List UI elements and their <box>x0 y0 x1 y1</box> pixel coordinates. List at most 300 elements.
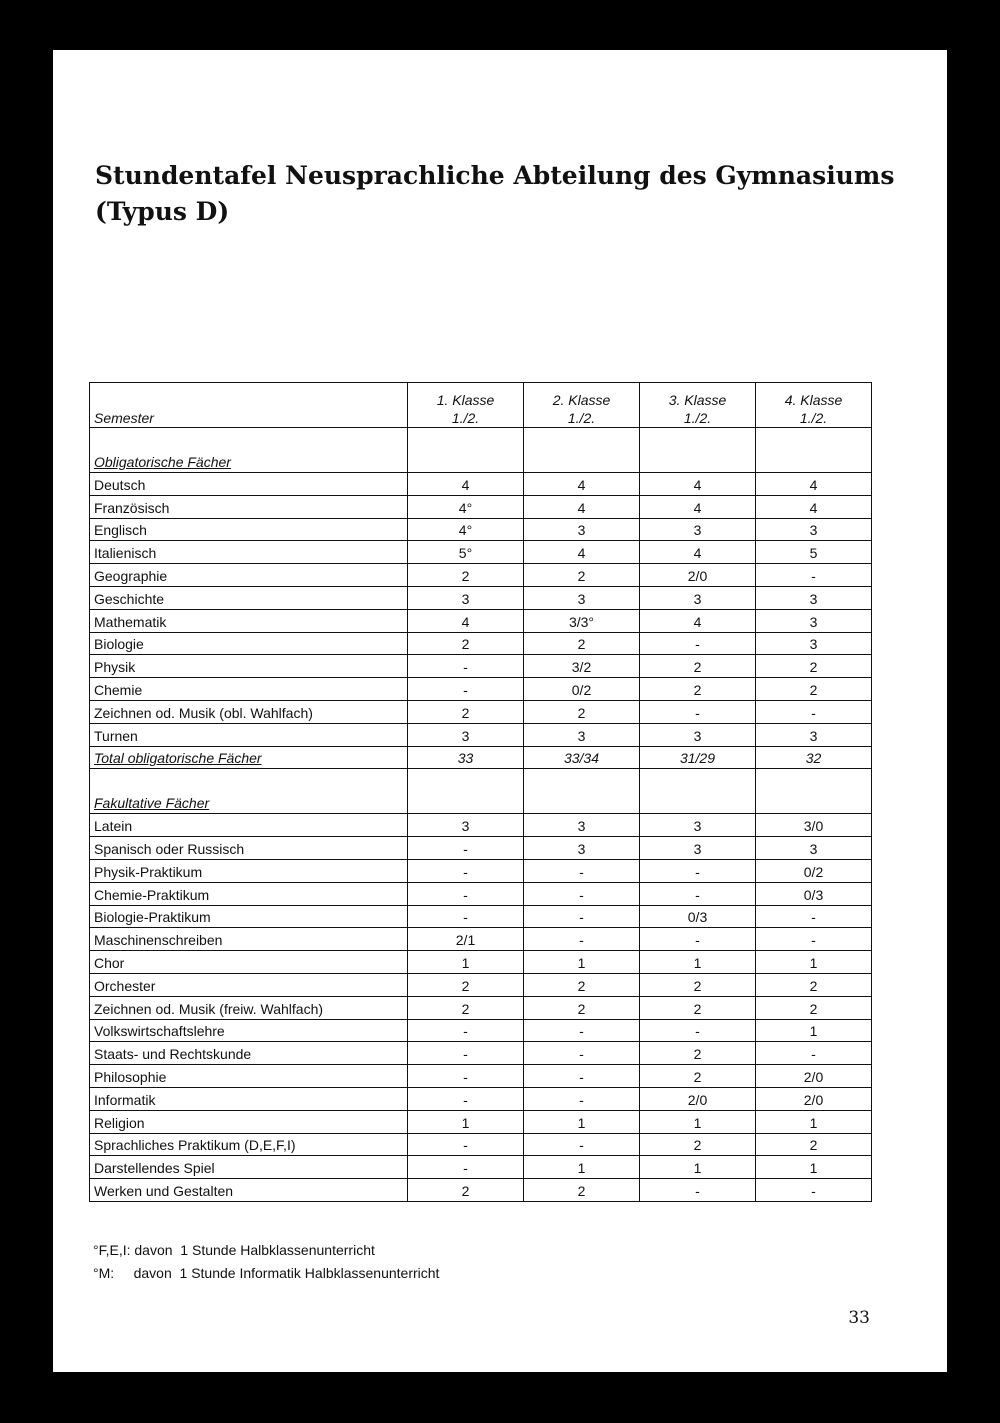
hours-cell <box>756 541 872 564</box>
hours-cell <box>408 586 524 609</box>
hours-cell-text: 0/3 <box>803 886 824 903</box>
hours-cell-text: 3 <box>461 590 470 607</box>
hours-cell-text: 3 <box>693 818 702 835</box>
hours-cell-text: 1 <box>693 1114 702 1131</box>
hours-cell-text: 2 <box>461 1000 470 1017</box>
hours-cell <box>524 655 640 678</box>
hours-cell <box>756 859 872 882</box>
hours-cell <box>756 951 872 974</box>
subject-cell <box>90 678 408 701</box>
hours-cell <box>640 928 756 951</box>
total-label-cell-text: Total obligatorische Fächer <box>94 750 262 767</box>
timetable <box>89 382 872 1202</box>
hours-cell <box>756 1042 872 1065</box>
hours-cell <box>640 1065 756 1088</box>
hours-cell-text: 2 <box>461 1182 470 1199</box>
hours-cell-text: 2 <box>577 1182 586 1199</box>
subject-cell <box>90 564 408 587</box>
total-value-cell <box>408 746 524 769</box>
hours-cell-text: - <box>695 636 700 653</box>
hours-cell <box>640 1087 756 1110</box>
hours-cell <box>408 609 524 632</box>
hours-cell <box>408 1133 524 1156</box>
hours-cell <box>408 495 524 518</box>
subject-cell <box>90 473 408 496</box>
hours-cell-text: 3/2 <box>571 659 592 676</box>
hours-cell-text: 2 <box>577 704 586 721</box>
hours-cell-text: 2 <box>693 1137 702 1154</box>
hours-cell-text: 2 <box>693 1000 702 1017</box>
subject-cell-text: Maschinenschreiben <box>94 932 223 949</box>
hours-cell-text: 3 <box>577 818 586 835</box>
hours-cell-text: 2 <box>693 1068 702 1085</box>
hours-cell-text: 4 <box>693 545 702 562</box>
table-row <box>90 1042 872 1065</box>
subject-cell <box>90 814 408 837</box>
semester-label: Semester <box>94 410 154 426</box>
table-row <box>90 655 872 678</box>
hours-cell-text: 2 <box>809 977 818 994</box>
hours-cell <box>524 859 640 882</box>
hours-cell <box>756 1179 872 1202</box>
table-body <box>90 428 872 1202</box>
column-sub-label: 1./2. <box>799 410 828 426</box>
hours-cell-text: - <box>579 1137 584 1154</box>
table-row <box>90 996 872 1019</box>
hours-cell <box>408 473 524 496</box>
total-value-cell <box>756 746 872 769</box>
total-value-cell-text: 33/34 <box>563 750 600 767</box>
hours-cell <box>640 837 756 860</box>
table-row <box>90 1110 872 1133</box>
hours-cell-text: 2 <box>577 567 586 584</box>
column-sub-label: 1./2. <box>683 410 712 426</box>
subject-cell-text: Werken und Gestalten <box>94 1182 234 1199</box>
total-row <box>90 746 872 769</box>
hours-cell-text: - <box>463 1046 468 1063</box>
hours-cell-text: 4 <box>693 613 702 630</box>
hours-cell-text: 4 <box>577 476 586 493</box>
hours-cell <box>640 473 756 496</box>
hours-cell-text: - <box>695 1182 700 1199</box>
hours-cell <box>640 859 756 882</box>
hours-cell-text: 3 <box>809 840 818 857</box>
column-header <box>408 383 524 428</box>
table-row <box>90 859 872 882</box>
table-row <box>90 586 872 609</box>
subject-cell <box>90 905 408 928</box>
subject-cell-text: Spanisch oder Russisch <box>94 840 245 857</box>
subject-cell <box>90 928 408 951</box>
empty-cell <box>640 769 756 814</box>
hours-cell-text: - <box>463 886 468 903</box>
obligatory-section-label-text: Obligatorische Fächer <box>94 454 231 470</box>
hours-cell-text: - <box>579 1068 584 1085</box>
hours-cell-text: - <box>811 1182 816 1199</box>
hours-cell <box>524 518 640 541</box>
total-value-cell <box>524 746 640 769</box>
subject-cell-text: Biologie-Praktikum <box>94 909 211 926</box>
hours-cell <box>756 655 872 678</box>
hours-cell-text: - <box>811 909 816 926</box>
obligatory-section-label <box>90 428 408 473</box>
hours-cell-text: 3 <box>693 590 702 607</box>
table-row <box>90 1133 872 1156</box>
hours-cell-text: 1 <box>577 1114 586 1131</box>
hours-cell-text: 5° <box>458 545 473 562</box>
table-row <box>90 723 872 746</box>
column-label: 1. Klasse <box>436 392 495 408</box>
subject-cell-text: Geschichte <box>94 590 165 607</box>
hours-cell <box>408 1042 524 1065</box>
hours-cell-text: 0/2 <box>571 681 592 698</box>
hours-cell <box>756 928 872 951</box>
footnotes <box>93 1239 439 1285</box>
hours-cell-text: 2 <box>809 681 818 698</box>
total-value-cell-text: 33 <box>457 750 474 767</box>
section-header-row <box>90 428 872 473</box>
hours-cell-text: 1 <box>577 954 586 971</box>
subject-cell-text: Mathematik <box>94 613 167 630</box>
hours-cell <box>524 678 640 701</box>
empty-cell <box>524 769 640 814</box>
section-header-row <box>90 769 872 814</box>
hours-cell <box>640 586 756 609</box>
hours-cell-text: - <box>463 840 468 857</box>
subject-cell-text: Französisch <box>94 499 170 516</box>
hours-cell-text: - <box>463 863 468 880</box>
empty-cell <box>756 428 872 473</box>
hours-cell <box>756 837 872 860</box>
hours-cell-text: - <box>811 1046 816 1063</box>
hours-cell <box>524 928 640 951</box>
hours-cell-text: 1 <box>809 1023 818 1040</box>
hours-cell <box>408 1179 524 1202</box>
hours-cell-text: 4 <box>461 613 470 630</box>
table-row <box>90 518 872 541</box>
hours-cell-text: 2 <box>809 659 818 676</box>
column-label: 2. Klasse <box>552 392 611 408</box>
hours-cell <box>408 1019 524 1042</box>
hours-cell-text: 3 <box>461 727 470 744</box>
hours-cell <box>756 905 872 928</box>
hours-cell-text: - <box>579 1023 584 1040</box>
subject-cell-text: Biologie <box>94 636 144 653</box>
hours-cell-text: - <box>811 567 816 584</box>
hours-cell-text: - <box>463 681 468 698</box>
hours-cell-text: - <box>463 659 468 676</box>
table-row <box>90 1179 872 1202</box>
hours-cell-text: - <box>579 863 584 880</box>
hours-cell-text: 1 <box>461 954 470 971</box>
hours-cell-text: - <box>579 932 584 949</box>
facultative-section-label <box>90 769 408 814</box>
hours-cell <box>524 1087 640 1110</box>
subject-cell-text: Informatik <box>94 1091 156 1108</box>
hours-cell <box>524 609 640 632</box>
hours-cell <box>640 495 756 518</box>
hours-cell-text: - <box>695 863 700 880</box>
table-row <box>90 564 872 587</box>
subject-cell <box>90 837 408 860</box>
subject-cell-text: Deutsch <box>94 476 146 493</box>
hours-cell <box>640 951 756 974</box>
hours-cell-text: 2 <box>461 636 470 653</box>
hours-cell <box>640 905 756 928</box>
hours-cell-text: 4 <box>693 499 702 516</box>
hours-cell <box>756 518 872 541</box>
subject-cell-text: Chor <box>94 954 125 971</box>
hours-cell <box>640 1179 756 1202</box>
subject-cell <box>90 495 408 518</box>
hours-cell <box>408 700 524 723</box>
hours-cell-text: 3 <box>693 727 702 744</box>
table-row <box>90 951 872 974</box>
hours-cell <box>524 564 640 587</box>
hours-cell <box>756 1019 872 1042</box>
hours-cell <box>640 973 756 996</box>
hours-cell-text: 2 <box>693 977 702 994</box>
subject-cell-text: Volkswirtschaftslehre <box>94 1023 225 1040</box>
hours-cell <box>756 1156 872 1179</box>
table-row <box>90 1156 872 1179</box>
hours-cell-text: 3 <box>693 840 702 857</box>
hours-cell-text: 3 <box>809 613 818 630</box>
hours-cell-text: 0/2 <box>803 863 824 880</box>
table-row <box>90 837 872 860</box>
hours-cell-text: 1 <box>809 954 818 971</box>
hours-cell <box>756 495 872 518</box>
column-sub-label: 1./2. <box>567 410 596 426</box>
hours-cell-text: - <box>463 1137 468 1154</box>
subject-cell-text: Englisch <box>94 522 147 539</box>
table-header-row <box>90 383 872 428</box>
hours-cell <box>524 996 640 1019</box>
column-header <box>640 383 756 428</box>
hours-cell <box>640 996 756 1019</box>
hours-cell-text: 2/0 <box>803 1091 824 1108</box>
hours-cell <box>640 655 756 678</box>
hours-cell-text: - <box>811 704 816 721</box>
hours-cell-text: 1 <box>693 1160 702 1177</box>
subject-cell <box>90 973 408 996</box>
hours-cell <box>640 814 756 837</box>
column-header <box>524 383 640 428</box>
hours-cell <box>408 1065 524 1088</box>
hours-cell <box>524 586 640 609</box>
hours-cell <box>524 1042 640 1065</box>
hours-cell <box>408 837 524 860</box>
hours-cell <box>408 678 524 701</box>
subject-cell <box>90 1133 408 1156</box>
hours-cell-text: 2 <box>693 1046 702 1063</box>
hours-cell <box>756 723 872 746</box>
hours-cell-text: - <box>695 886 700 903</box>
empty-cell <box>408 428 524 473</box>
hours-cell-text: 3 <box>461 818 470 835</box>
hours-cell <box>640 723 756 746</box>
table-row <box>90 882 872 905</box>
hours-cell-text: - <box>463 1160 468 1177</box>
hours-cell-text: 2/0 <box>803 1068 824 1085</box>
subject-cell-text: Philosophie <box>94 1068 167 1085</box>
hours-cell <box>524 541 640 564</box>
table-row <box>90 495 872 518</box>
hours-cell <box>756 814 872 837</box>
subject-cell <box>90 1042 408 1065</box>
hours-cell-text: 5 <box>809 545 818 562</box>
hours-cell <box>408 859 524 882</box>
hours-cell-text: 4 <box>809 499 818 516</box>
hours-cell-text: 4 <box>577 499 586 516</box>
semester-header <box>90 383 408 428</box>
total-value-cell-text: 32 <box>805 750 822 767</box>
subject-cell <box>90 1156 408 1179</box>
hours-cell <box>756 609 872 632</box>
hours-cell <box>524 473 640 496</box>
hours-cell <box>408 1156 524 1179</box>
subject-cell-text: Physik-Praktikum <box>94 863 203 880</box>
hours-cell <box>408 905 524 928</box>
hours-cell-text: 4 <box>693 476 702 493</box>
table-row <box>90 905 872 928</box>
table-row <box>90 973 872 996</box>
hours-cell-text: 3 <box>809 727 818 744</box>
hours-cell-text: 2 <box>809 1000 818 1017</box>
subject-cell-text: Chemie-Praktikum <box>94 886 210 903</box>
table-row <box>90 700 872 723</box>
subject-cell <box>90 1110 408 1133</box>
hours-cell <box>756 882 872 905</box>
hours-cell <box>640 1110 756 1133</box>
hours-cell <box>756 632 872 655</box>
hours-cell <box>408 1110 524 1133</box>
hours-cell <box>756 564 872 587</box>
subject-cell <box>90 586 408 609</box>
subject-cell <box>90 1179 408 1202</box>
hours-cell-text: 4° <box>458 499 473 516</box>
table-row <box>90 814 872 837</box>
hours-cell-text: - <box>463 1091 468 1108</box>
subject-cell-text: Chemie <box>94 681 143 698</box>
hours-cell <box>640 1019 756 1042</box>
hours-cell-text: 2/0 <box>687 1091 708 1108</box>
hours-cell <box>756 1110 872 1133</box>
subject-cell-text: Staats- und Rechtskunde <box>94 1046 252 1063</box>
hours-cell-text: 3 <box>693 522 702 539</box>
hours-cell <box>524 1156 640 1179</box>
hours-cell <box>408 655 524 678</box>
hours-cell-text: - <box>695 1023 700 1040</box>
hours-cell-text: - <box>695 704 700 721</box>
subject-cell <box>90 996 408 1019</box>
empty-cell <box>408 769 524 814</box>
table-row <box>90 678 872 701</box>
hours-cell-text: - <box>695 932 700 949</box>
hours-cell <box>408 518 524 541</box>
hours-cell <box>640 632 756 655</box>
page-number: 33 <box>848 1308 870 1328</box>
table-row <box>90 541 872 564</box>
hours-cell-text: - <box>463 1068 468 1085</box>
hours-cell <box>524 814 640 837</box>
hours-cell-text: - <box>579 1046 584 1063</box>
hours-cell-text: 2 <box>693 659 702 676</box>
table-row <box>90 1065 872 1088</box>
subject-cell-text: Sprachliches Praktikum (D,E,F,I) <box>94 1137 296 1154</box>
hours-cell-text: 2/1 <box>455 932 476 949</box>
hours-cell-text: 1 <box>577 1160 586 1177</box>
hours-cell-text: 3 <box>809 522 818 539</box>
table-row <box>90 1087 872 1110</box>
hours-cell <box>408 814 524 837</box>
hours-cell-text: 3 <box>809 636 818 653</box>
hours-cell <box>408 1087 524 1110</box>
subject-cell-text: Geographie <box>94 567 168 584</box>
hours-cell-text: - <box>463 909 468 926</box>
hours-cell <box>408 541 524 564</box>
hours-cell <box>408 973 524 996</box>
hours-cell-text: 3 <box>577 727 586 744</box>
hours-cell-text: 4 <box>809 476 818 493</box>
hours-cell <box>408 928 524 951</box>
table-row <box>90 632 872 655</box>
hours-cell <box>756 1065 872 1088</box>
hours-cell <box>524 1110 640 1133</box>
hours-cell-text: - <box>463 1023 468 1040</box>
hours-cell-text: 2 <box>577 1000 586 1017</box>
subject-cell <box>90 1065 408 1088</box>
subject-cell <box>90 609 408 632</box>
hours-cell-text: - <box>811 932 816 949</box>
empty-cell <box>640 428 756 473</box>
hours-cell <box>756 1133 872 1156</box>
subject-cell-text: Orchester <box>94 977 156 994</box>
hours-cell <box>524 837 640 860</box>
facultative-section-label-text: Fakultative Fächer <box>94 795 210 812</box>
hours-cell-text: 2 <box>693 681 702 698</box>
subject-cell <box>90 700 408 723</box>
hours-cell <box>524 723 640 746</box>
hours-cell <box>756 996 872 1019</box>
subject-cell <box>90 882 408 905</box>
hours-cell <box>756 700 872 723</box>
subject-cell <box>90 541 408 564</box>
hours-cell <box>640 1133 756 1156</box>
column-header <box>756 383 872 428</box>
hours-cell <box>640 1042 756 1065</box>
hours-cell <box>524 905 640 928</box>
hours-cell <box>756 586 872 609</box>
hours-cell-text: 4° <box>458 522 473 539</box>
subject-cell-text: Darstellendes Spiel <box>94 1160 215 1177</box>
subject-cell <box>90 951 408 974</box>
hours-cell-text: 4 <box>461 476 470 493</box>
hours-cell-text: 0/3 <box>687 909 708 926</box>
hours-cell <box>524 495 640 518</box>
hours-cell <box>408 882 524 905</box>
table-row <box>90 609 872 632</box>
page-title: Stundentafel Neusprachliche Abteilung des Gymnasiums (Typus D) <box>95 161 895 226</box>
hours-cell-text: 2 <box>577 636 586 653</box>
table-row <box>90 1019 872 1042</box>
hours-cell <box>640 609 756 632</box>
hours-cell-text: 3/0 <box>803 818 824 835</box>
hours-cell <box>524 973 640 996</box>
hours-cell <box>524 1019 640 1042</box>
total-value-cell <box>640 746 756 769</box>
footnote: °M: davon 1 Stunde Informatik Halbklassenunterricht <box>93 1265 440 1281</box>
